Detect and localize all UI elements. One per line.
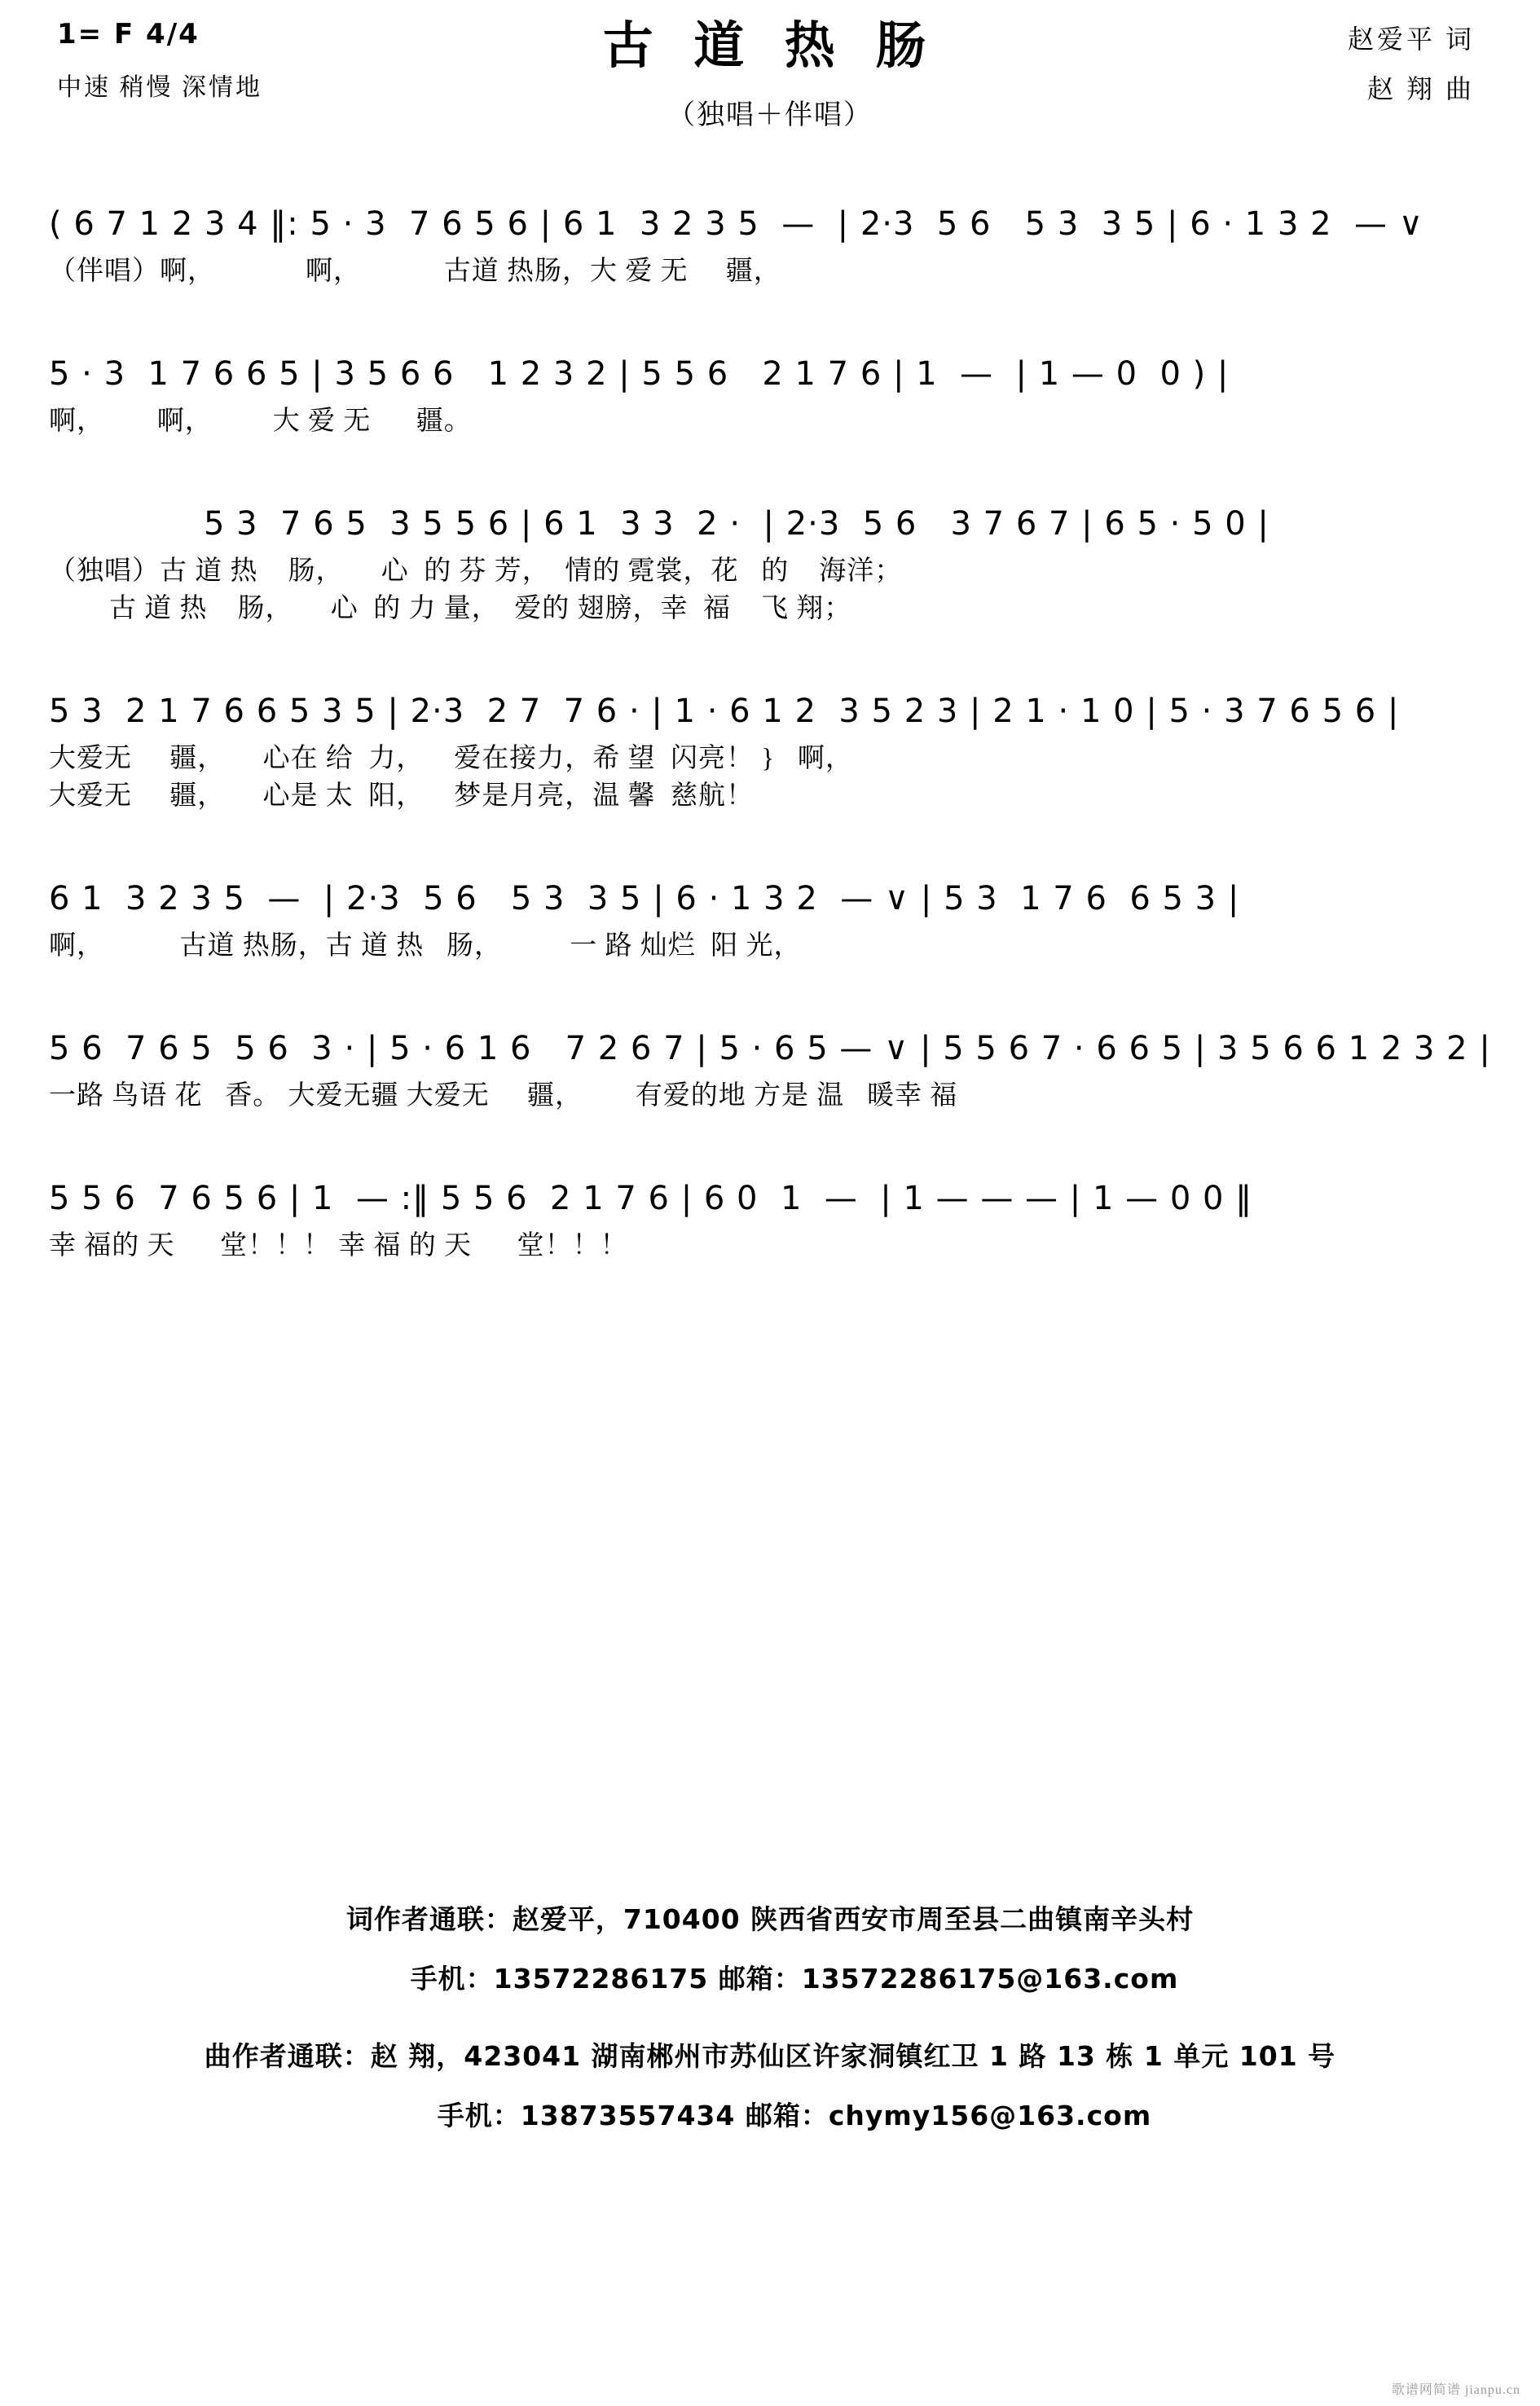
composer-phone-email: 手机：13873557434 邮箱：chymy156@163.com (437, 2100, 1152, 2131)
lyric-line-verse2: 大爱无 疆， 心是 太 阳， 梦是月亮，温 馨 慈航！ (49, 781, 754, 811)
lyricist-contact: 词作者通联：赵爱平，710400 陕西省西安市周至县二曲镇南辛头村 (345, 1903, 1195, 1935)
note-row: ( 6 7 1 2 3 4 ‖: 5 · 3 7 6 5 6 | 6 1 3 2 3 5 — | 2·3 5 6 5 3 3 5 | 6 · 1 3 2 — ∨ (49, 205, 1424, 243)
tempo-marking: 中速 稍慢 深情地 (57, 73, 262, 101)
page-subtitle: （独唱＋伴唱） (667, 100, 873, 130)
music-system (49, 349, 1491, 471)
credits-block (1348, 15, 1475, 114)
note-row: 6 1 3 2 3 5 — | 2·3 5 6 5 3 3 5 | 6 · 1 3 2 — ∨ | 5 3 1 7 6 6 5 3 | (49, 880, 1240, 917)
composer-contact: 曲作者通联：赵 翔，423041 湖南郴州市苏仙区许家洞镇红卫 1 路 13 栋 1 单元 101 号 (204, 2040, 1336, 2072)
music-system (49, 686, 1491, 846)
music-system (49, 199, 1491, 321)
lyric-line: 啊， 古道 热肠，古 道 热 肠， 一 路 灿烂 阳 光， (49, 931, 802, 961)
music-system (49, 1173, 1491, 1295)
lyric-line: 啊， 啊， 大 爱 无 疆。 (49, 407, 472, 436)
note-row: 5 5 6 7 6 5 6 | 1 — :‖ 5 5 6 2 1 7 6 | 6 0 1 — | 1 — — — | 1 — 0 0 ‖ (49, 1180, 1253, 1217)
lyricist-phone-email: 手机：13572286175 邮箱：13572286175@163.com (410, 1963, 1179, 1995)
music-system (49, 499, 1491, 658)
note-row: 5 · 3 1 7 6 6 5 | 3 5 6 6 1 2 3 2 | 5 5 6 2 1 7 6 | 1 — | 1 — 0 0 ) | (49, 355, 1230, 393)
note-row: 5 6 7 6 5 5 6 3 · | 5 · 6 1 6 7 2 6 7 | 5 · 6 5 — ∨ | 5 5 6 7 · 6 6 5 | 3 5 6 6 1 2 3 2 | (49, 1030, 1491, 1067)
watermark: 歌谱网简谱 jianpu.cn (1391, 2383, 1520, 2397)
page-title: 古 道 热 肠 (602, 15, 938, 75)
music-system (49, 1023, 1491, 1146)
lyric-line: （独唱）古 道 热 肠， 心 的 芬 芳， 情的 霓裳，花 的 海洋； (49, 556, 903, 586)
lyric-line: 幸 福的 天 堂！！！ 幸 福 的 天 堂！！！ (49, 1231, 628, 1260)
lyric-line: 大爱无 疆， 心在 给 力， 爱在接力，希 望 闪亮！ } 啊， (49, 744, 853, 773)
key-signature: 1= F 4/4 (57, 18, 200, 51)
lyric-line-verse2: 古 道 热 肠， 心 的 力 量， 爱的 翅膀，幸 福 飞 翔； (49, 594, 852, 623)
music-system (49, 873, 1491, 996)
note-row: 5 3 7 6 5 3 5 5 6 | 6 1 3 3 2 · | 2·3 5 6 3 7 6 7 | 6 5 · 5 0 | (204, 505, 1269, 543)
sheet-header (49, 0, 1491, 171)
composer-credit: 赵 翔 曲 (1366, 73, 1475, 103)
contact-block (0, 1898, 1540, 2154)
lyric-line: （伴唱）啊， 啊， 古道 热肠，大 爱 无 疆， (49, 257, 781, 286)
lyric-line: 一路 鸟语 花 香。 大爱无疆 大爱无 疆， 有爱的地 方是 温 暖幸 福 (49, 1081, 958, 1111)
key-tempo-block (57, 11, 262, 108)
note-row: 5 3 2 1 7 6 6 5 3 5 | 2·3 2 7 7 6 · | 1 · 6 1 2 3 5 2 3 | 2 1 · 1 0 | 5 · 3 7 6 5 6 | (49, 693, 1400, 730)
lyricist-credit: 赵爱平 词 (1347, 24, 1475, 54)
